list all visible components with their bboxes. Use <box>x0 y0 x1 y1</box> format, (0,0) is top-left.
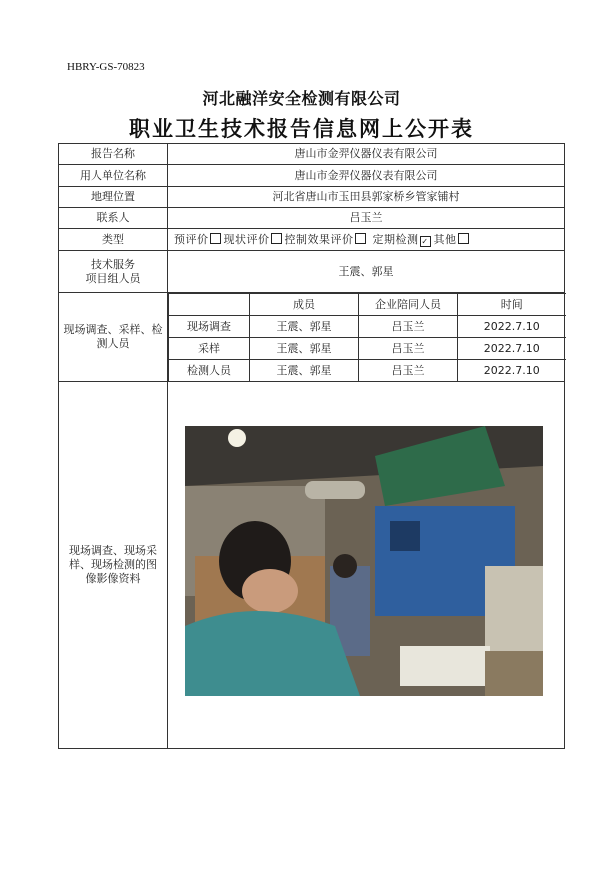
checkbox-checked-icon: ✓ <box>421 236 429 246</box>
document-code: HBRY-GS-70823 <box>67 61 145 73</box>
value-employer: 唐山市金羿仪器仪表有限公司 <box>168 165 565 187</box>
option-status-eval: 现状评价 <box>224 233 285 246</box>
row-report-name <box>59 144 565 165</box>
members: 王震、郭星 <box>250 360 359 382</box>
header-companion: 企业陪同人员 <box>359 294 458 316</box>
row-type <box>59 229 565 251</box>
checkbox-icon <box>271 233 282 244</box>
header-activity <box>169 294 250 316</box>
table-row <box>169 338 566 360</box>
activity: 检测人员 <box>169 360 250 382</box>
table-row <box>169 360 566 382</box>
value-report-name: 唐山市金羿仪器仪表有限公司 <box>168 144 565 165</box>
label-images: 现场调查、现场采样、现场检测的图像影像资料 <box>59 382 168 749</box>
option-control-eval: 控制效果评价 <box>285 233 369 246</box>
activity: 采样 <box>169 338 250 360</box>
row-contact <box>59 208 565 229</box>
site-photo <box>185 426 543 696</box>
date: 2022.7.10 <box>458 360 566 382</box>
value-tech-team: 王震、郭星 <box>168 251 565 293</box>
company-name: 河北融洋安全检测有限公司 <box>202 89 401 108</box>
row-tech-team <box>59 251 565 293</box>
checkbox-icon <box>210 233 221 244</box>
header-members: 成员 <box>250 294 359 316</box>
members: 王震、郭星 <box>250 338 359 360</box>
date: 2022.7.10 <box>458 338 566 360</box>
label-tech-team: 技术服务 项目组人员 <box>59 251 168 293</box>
date: 2022.7.10 <box>458 316 566 338</box>
label-employer: 用人单位名称 <box>59 165 168 187</box>
checkbox-icon <box>355 233 366 244</box>
photo-cell <box>168 382 565 749</box>
label-type: 类型 <box>59 229 168 251</box>
activity: 现场调查 <box>169 316 250 338</box>
row-survey <box>59 293 565 382</box>
option-other: 其他 <box>434 233 472 246</box>
row-location <box>59 187 565 208</box>
value-location: 河北省唐山市玉田县郭家桥乡管家铺村 <box>168 187 565 208</box>
option-pre-eval: 预评价 <box>174 233 224 246</box>
type-options <box>168 229 565 251</box>
survey-cell <box>168 293 565 382</box>
label-contact: 联系人 <box>59 208 168 229</box>
header-date: 时间 <box>458 294 566 316</box>
page-title: 职业卫生技术报告信息网上公开表 <box>129 116 474 141</box>
members: 王震、郭星 <box>250 316 359 338</box>
row-images <box>59 382 565 749</box>
disclosure-table <box>58 143 565 749</box>
label-survey: 现场调查、采样、检测人员 <box>59 293 168 382</box>
label-location: 地理位置 <box>59 187 168 208</box>
companion: 吕玉兰 <box>359 316 458 338</box>
survey-table <box>168 293 566 381</box>
table-row <box>169 316 566 338</box>
companion: 吕玉兰 <box>359 338 458 360</box>
label-report-name: 报告名称 <box>59 144 168 165</box>
value-contact: 吕玉兰 <box>168 208 565 229</box>
option-periodic-test: 定期检测 ✓ <box>372 232 429 246</box>
row-employer <box>59 165 565 187</box>
survey-header <box>169 294 566 316</box>
companion: 吕玉兰 <box>359 360 458 382</box>
checkbox-icon <box>458 233 469 244</box>
